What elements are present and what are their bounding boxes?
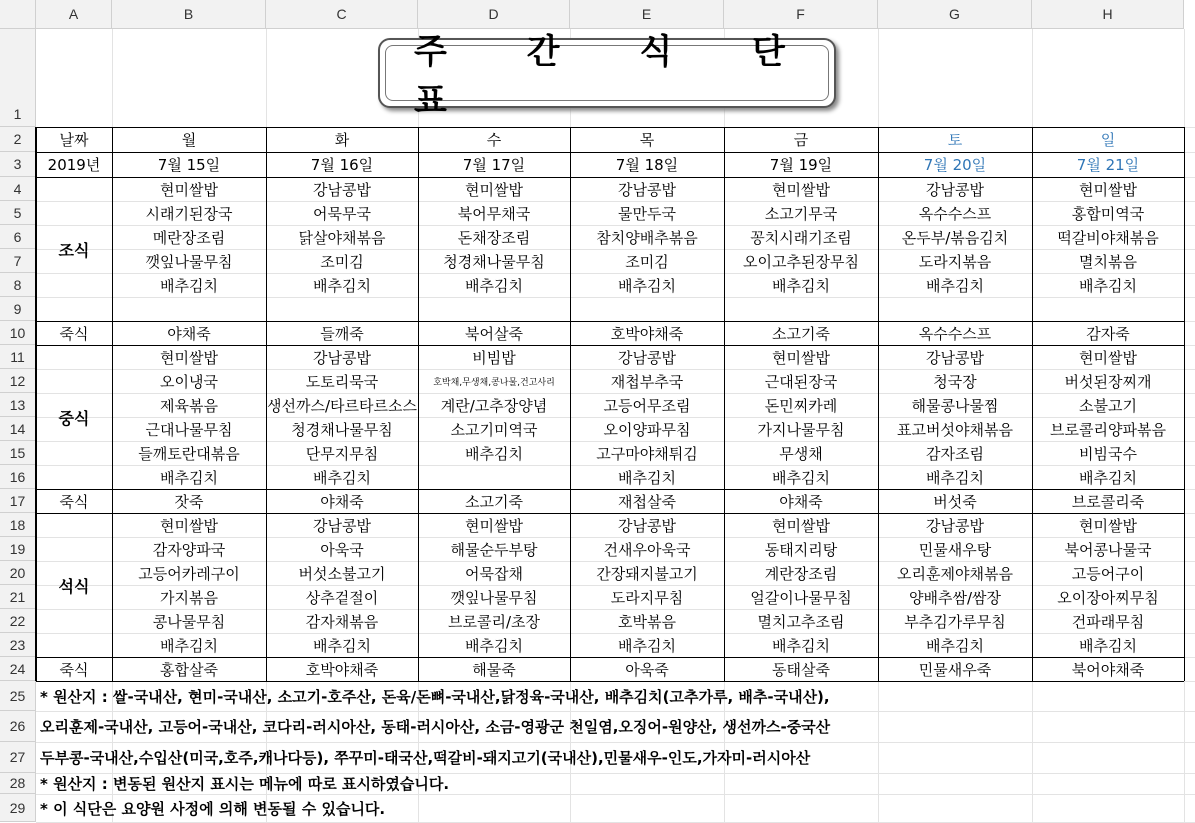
menu-cell[interactable]: 얼갈이나물무침 (750, 588, 852, 607)
menu-cell[interactable]: 감자양파국 (152, 540, 226, 559)
menu-cell[interactable]: 소고기미역국 (450, 420, 538, 439)
menu-cell[interactable]: 깻잎나물무침 (145, 252, 233, 271)
menu-cell[interactable]: 고등어카레구이 (138, 564, 240, 583)
table-border (1032, 127, 1033, 681)
menu-cell[interactable]: 현미쌀밥 (772, 180, 830, 199)
menu-cell[interactable]: 홍합미역국 (1071, 204, 1145, 223)
menu-cell[interactable]: 배추김치 (772, 468, 830, 487)
menu-cell[interactable]: 무생채 (779, 444, 823, 463)
porridge-cell[interactable]: 야채죽 (779, 492, 823, 511)
menu-cell[interactable]: 근대된장국 (764, 372, 838, 391)
table-border (1184, 127, 1185, 681)
column-header-a[interactable]: A (36, 0, 112, 29)
page-title: 주 간 식 단 표 (414, 32, 819, 121)
menu-cell[interactable]: 도라지볶음 (918, 252, 992, 271)
menu-cell[interactable]: 현미쌀밥 (1079, 348, 1137, 367)
porridge-cell[interactable]: 호박야채죽 (610, 324, 684, 343)
menu-cell[interactable]: 돈민찌카레 (764, 396, 838, 415)
table-border (36, 513, 1184, 514)
menu-cell[interactable]: 배추김치 (313, 636, 371, 655)
column-header-h[interactable]: H (1032, 0, 1184, 29)
row-header-8[interactable]: 8 (0, 273, 36, 297)
column-header-c[interactable]: C (266, 0, 418, 29)
origin-note-0: * 원산지 : 쌀-국내산, 현미-국내산, 소고기-호주산, 돈육/돈뼈-국내산,닭정육-국내산, 배추김치(고추가루, 배추-국내산), (40, 687, 830, 706)
row-header-23[interactable]: 23 (0, 633, 36, 657)
menu-cell[interactable]: 간장돼지불고기 (596, 564, 698, 583)
menu-cell[interactable]: 강남콩밥 (618, 516, 676, 535)
menu-cell[interactable]: 온두부/볶음김치 (901, 228, 1009, 247)
meal-label-porridge-2[interactable]: 죽식 (59, 492, 89, 511)
row-header-7[interactable]: 7 (0, 249, 36, 273)
porridge-cell[interactable]: 동태살죽 (772, 660, 830, 679)
row-header-13[interactable]: 13 (0, 393, 36, 417)
porridge-cell[interactable]: 홍합살죽 (160, 660, 218, 679)
menu-cell[interactable]: 강남콩밥 (926, 516, 984, 535)
day-header-1[interactable]: 화 (334, 131, 350, 149)
table-border (36, 127, 37, 681)
menu-cell[interactable]: 북어무채국 (457, 204, 531, 223)
porridge-cell[interactable]: 브로콜리죽 (1071, 492, 1145, 511)
porridge-cell[interactable]: 들깨죽 (320, 324, 364, 343)
porridge-cell[interactable]: 북어살죽 (465, 324, 523, 343)
title-box (378, 32, 836, 121)
row-header-18[interactable]: 18 (0, 513, 36, 537)
menu-cell[interactable]: 비빔국수 (1079, 444, 1137, 463)
menu-cell[interactable]: 오이냉국 (160, 372, 218, 391)
menu-cell[interactable]: 청경채나물무침 (291, 420, 393, 439)
menu-cell[interactable]: 해물순두부탕 (450, 540, 538, 559)
menu-cell[interactable]: 현미쌀밥 (160, 180, 218, 199)
menu-cell[interactable]: 강남콩밥 (313, 180, 371, 199)
porridge-cell[interactable]: 소고기죽 (465, 492, 523, 511)
meal-label-porridge-1[interactable]: 죽식 (59, 324, 89, 343)
menu-cell[interactable]: 배추김치 (1079, 468, 1137, 487)
menu-cell[interactable]: 소불고기 (1079, 396, 1137, 415)
date-label-cell[interactable]: 날짜 (59, 131, 89, 149)
menu-cell[interactable]: 배추김치 (160, 276, 218, 295)
table-border (35, 127, 36, 681)
menu-cell[interactable]: 계란/고추장양념 (440, 396, 548, 415)
menu-cell[interactable]: 생선까스/타르타르소스 (267, 396, 417, 415)
menu-cell[interactable]: 상추겉절이 (305, 588, 379, 607)
menu-cell[interactable]: 어묵무국 (313, 204, 371, 223)
row-header-21[interactable]: 21 (0, 585, 36, 609)
row-header-6[interactable]: 6 (0, 225, 36, 249)
menu-cell[interactable]: 제육볶음 (160, 396, 218, 415)
select-all-corner[interactable] (0, 0, 36, 29)
menu-cell[interactable]: 건파래무침 (1071, 612, 1145, 631)
row-header-29[interactable]: 29 (0, 794, 36, 822)
menu-cell[interactable]: 도라지무침 (610, 588, 684, 607)
menu-cell[interactable]: 강남콩밥 (313, 348, 371, 367)
day-header-3[interactable]: 목 (639, 131, 655, 149)
menu-cell[interactable]: 강남콩밥 (926, 348, 984, 367)
row-header-14[interactable]: 14 (0, 417, 36, 441)
porridge-cell[interactable]: 옥수수스프 (918, 324, 992, 343)
grid-line (36, 297, 1195, 298)
menu-cell[interactable]: 표고버섯야채볶음 (897, 420, 1013, 439)
date-cell-0[interactable]: 7월 15일 (157, 156, 221, 174)
menu-cell[interactable]: 시래기된장국 (145, 204, 233, 223)
menu-cell[interactable]: 배추김치 (160, 468, 218, 487)
menu-cell[interactable]: 배추김치 (772, 276, 830, 295)
menu-cell[interactable]: 현미쌀밥 (465, 516, 523, 535)
row-header-28[interactable]: 28 (0, 773, 36, 794)
menu-cell[interactable]: 옥수수스프 (918, 204, 992, 223)
menu-cell[interactable]: 물만두국 (618, 204, 676, 223)
table-border (570, 127, 571, 681)
menu-cell[interactable]: 배추김치 (1079, 636, 1137, 655)
origin-note-1: 오리훈제-국내산, 고등어-국내산, 코다리-러시아산, 동태-러시아산, 소금-영광군 천일염,오징어-원양산, 생선까스-중국산 (40, 718, 831, 736)
menu-cell[interactable]: 메란장조림 (152, 228, 226, 247)
menu-cell[interactable]: 참치양배추볶음 (596, 228, 698, 247)
menu-cell[interactable]: 현미쌀밥 (772, 348, 830, 367)
menu-cell[interactable]: 조미김 (625, 252, 669, 271)
menu-cell[interactable]: 배추김치 (465, 276, 523, 295)
meal-label-porridge-3[interactable]: 죽식 (59, 660, 89, 679)
menu-cell[interactable]: 현미쌀밥 (160, 516, 218, 535)
porridge-cell[interactable]: 버섯죽 (933, 492, 977, 511)
meal-label-dinner[interactable]: 석식 (58, 576, 90, 596)
porridge-cell[interactable]: 잣죽 (174, 492, 204, 511)
menu-cell[interactable]: 청경채나물무침 (443, 252, 545, 271)
table-border (266, 127, 267, 681)
menu-cell[interactable]: 배추김치 (465, 636, 523, 655)
menu-cell[interactable]: 도토리묵국 (305, 372, 379, 391)
row-header-19[interactable]: 19 (0, 537, 36, 561)
menu-cell[interactable]: 현미쌀밥 (1079, 180, 1137, 199)
menu-cell[interactable]: 배추김치 (313, 468, 371, 487)
row-header-17[interactable]: 17 (0, 489, 36, 513)
menu-cell[interactable]: 동태지리탕 (764, 540, 838, 559)
menu-cell[interactable]: 어묵잡채 (465, 564, 523, 583)
table-border (418, 127, 419, 681)
menu-cell[interactable]: 아욱국 (320, 540, 364, 559)
table-border (36, 321, 1184, 322)
column-header-d[interactable]: D (418, 0, 570, 29)
porridge-cell[interactable]: 야채죽 (167, 324, 211, 343)
table-border (878, 127, 879, 681)
menu-cell[interactable]: 재첩부추국 (610, 372, 684, 391)
column-header-e[interactable]: E (570, 0, 724, 29)
date-cell-5[interactable]: 7월 20일 (923, 156, 987, 174)
menu-cell[interactable]: 현미쌀밥 (772, 516, 830, 535)
row-header-20[interactable]: 20 (0, 561, 36, 585)
menu-cell[interactable]: 감자조림 (926, 444, 984, 463)
menu-cell[interactable]: 강남콩밥 (618, 348, 676, 367)
date-cell-4[interactable]: 7월 19일 (769, 156, 833, 174)
menu-cell[interactable]: 가지볶음 (160, 588, 218, 607)
row-header-16[interactable]: 16 (0, 465, 36, 489)
menu-cell[interactable]: 강남콩밥 (618, 180, 676, 199)
menu-cell[interactable]: 오이장아찌무침 (1057, 588, 1159, 607)
menu-cell[interactable]: 북어콩나물국 (1064, 540, 1152, 559)
row-header-15[interactable]: 15 (0, 441, 36, 465)
menu-cell[interactable]: 닭살야채볶음 (298, 228, 386, 247)
menu-cell[interactable]: 계란장조림 (764, 564, 838, 583)
menu-cell[interactable]: 배추김치 (926, 468, 984, 487)
menu-cell[interactable]: 배추김치 (313, 276, 371, 295)
row-header-24[interactable]: 24 (0, 657, 36, 681)
table-border (36, 657, 1184, 658)
porridge-cell[interactable]: 해물죽 (472, 660, 516, 679)
menu-cell[interactable]: 배추김치 (926, 636, 984, 655)
row-header-2[interactable]: 2 (0, 127, 36, 152)
menu-cell[interactable] (418, 465, 570, 489)
porridge-cell[interactable]: 북어야채죽 (1071, 660, 1145, 679)
menu-cell[interactable]: 배추김치 (618, 468, 676, 487)
column-header-f[interactable]: F (724, 0, 878, 29)
row-header-9[interactable]: 9 (0, 297, 36, 321)
menu-cell[interactable]: 청국장 (933, 372, 977, 391)
menu-cell[interactable]: 들깨토란대볶음 (138, 444, 240, 463)
menu-cell[interactable]: 꽁치시래기조림 (750, 228, 852, 247)
menu-cell[interactable]: 멸치볶음 (1079, 252, 1137, 271)
porridge-cell[interactable]: 민물새우죽 (918, 660, 992, 679)
day-header-4[interactable]: 금 (793, 131, 809, 149)
menu-cell[interactable]: 강남콩밥 (926, 180, 984, 199)
meal-label-breakfast[interactable]: 조식 (58, 240, 90, 260)
meal-label-lunch[interactable]: 중식 (58, 408, 90, 428)
menu-cell[interactable]: 고등어구이 (1071, 564, 1145, 583)
row-header-11[interactable]: 11 (0, 345, 36, 369)
menu-cell[interactable]: 단무지무침 (305, 444, 379, 463)
day-header-6[interactable]: 일 (1100, 131, 1116, 149)
menu-cell[interactable]: 감자채볶음 (305, 612, 379, 631)
porridge-cell[interactable]: 재첩살죽 (618, 492, 676, 511)
menu-cell[interactable]: 버섯된장찌개 (1064, 372, 1152, 391)
table-border (724, 127, 725, 681)
row-header-25[interactable]: 25 (0, 681, 36, 711)
menu-cell[interactable]: 배추김치 (465, 444, 523, 463)
menu-cell[interactable]: 배추김치 (1079, 276, 1137, 295)
menu-cell[interactable]: 소고기무국 (764, 204, 838, 223)
menu-cell[interactable]: 콩나물무침 (152, 612, 226, 631)
menu-cell[interactable]: 현미쌀밥 (1079, 516, 1137, 535)
menu-cell[interactable]: 배추김치 (160, 636, 218, 655)
day-header-2[interactable]: 수 (486, 131, 502, 149)
menu-cell[interactable]: 비빔밥 (472, 348, 516, 367)
menu-cell[interactable]: 브로콜리/초장 (448, 612, 540, 631)
row-header-4[interactable]: 4 (0, 177, 36, 201)
porridge-cell[interactable]: 소고기죽 (772, 324, 830, 343)
column-header-g[interactable]: G (878, 0, 1032, 29)
menu-cell[interactable]: 멸치고추조림 (757, 612, 845, 631)
row-header-26[interactable]: 26 (0, 711, 36, 742)
origin-note-2: 두부콩-국내산,수입산(미국,호주,캐나다등), 쭈꾸미-태국산,떡갈비-돼지고기(국내산),민물새우-인도,가자미-러시아산 (40, 749, 811, 767)
row-header-12[interactable]: 12 (0, 369, 36, 393)
menu-cell[interactable]: 부추김가루무침 (904, 612, 1006, 631)
menu-cell[interactable]: 배추김치 (618, 636, 676, 655)
menu-cell[interactable]: 고등어무조림 (603, 396, 691, 415)
row-header-3[interactable]: 3 (0, 152, 36, 177)
menu-cell[interactable]: 고구마야채튀김 (596, 444, 698, 463)
day-header-0[interactable]: 월 (181, 131, 197, 149)
date-cell-3[interactable]: 7월 18일 (615, 156, 679, 174)
table-border (36, 177, 1184, 178)
table-border (36, 345, 1184, 346)
menu-cell[interactable]: 강남콩밥 (313, 516, 371, 535)
menu-cell[interactable]: 양배추쌈/쌈장 (909, 588, 1001, 607)
table-border (36, 152, 1184, 153)
menu-cell[interactable]: 오리훈제야채볶음 (897, 564, 1013, 583)
menu-cell[interactable]: 오이양파무침 (603, 420, 691, 439)
year-cell[interactable]: 2019년 (47, 156, 101, 174)
date-cell-2[interactable]: 7월 17일 (462, 156, 526, 174)
date-cell-6[interactable]: 7월 21일 (1076, 156, 1140, 174)
menu-cell[interactable]: 건새우아욱국 (603, 540, 691, 559)
table-border (36, 127, 1184, 128)
menu-cell[interactable]: 깻잎나물무침 (450, 588, 538, 607)
menu-cell[interactable]: 배추김치 (618, 276, 676, 295)
day-header-5[interactable]: 토 (947, 131, 963, 149)
table-border (112, 127, 113, 681)
menu-cell[interactable]: 브로콜리양파볶음 (1050, 420, 1166, 439)
porridge-cell[interactable]: 야채죽 (320, 492, 364, 511)
menu-cell[interactable]: 버섯소불고기 (298, 564, 386, 583)
menu-cell[interactable]: 호박볶음 (618, 612, 676, 631)
porridge-cell[interactable]: 호박야채죽 (305, 660, 379, 679)
porridge-cell[interactable]: 아욱죽 (625, 660, 669, 679)
menu-cell[interactable]: 돈채장조림 (457, 228, 531, 247)
menu-cell[interactable]: 가지나물무침 (757, 420, 845, 439)
menu-cell[interactable]: 떡갈비야채볶음 (1057, 228, 1159, 247)
row-header-27[interactable]: 27 (0, 742, 36, 773)
row-header-1[interactable]: 1 (0, 29, 36, 127)
menu-cell[interactable]: 조미김 (320, 252, 364, 271)
menu-cell[interactable]: 오이고추된장무침 (743, 252, 859, 271)
menu-cell[interactable]: 해물콩나물찜 (911, 396, 999, 415)
table-border (36, 489, 1184, 490)
row-header-10[interactable]: 10 (0, 321, 36, 345)
menu-cell[interactable]: 현미쌀밥 (465, 180, 523, 199)
menu-cell[interactable]: 호박채,무생채,콩나물,건고사리 (433, 377, 555, 388)
menu-cell[interactable]: 현미쌀밥 (160, 348, 218, 367)
origin-note-3: * 원산지 : 변동된 원산지 표시는 메뉴에 따로 표시하였습니다. (40, 775, 450, 793)
row-header-5[interactable]: 5 (0, 201, 36, 225)
menu-cell[interactable]: 배추김치 (926, 276, 984, 295)
menu-cell[interactable]: 배추김치 (772, 636, 830, 655)
column-header-b[interactable]: B (112, 0, 266, 29)
menu-cell[interactable]: 민물새우탕 (918, 540, 992, 559)
menu-cell[interactable]: 근대나물무침 (145, 420, 233, 439)
row-header-22[interactable]: 22 (0, 609, 36, 633)
origin-note-4: * 이 식단은 요양원 사정에 의해 변동될 수 있습니다. (40, 799, 386, 818)
date-cell-1[interactable]: 7월 16일 (310, 156, 374, 174)
porridge-cell[interactable]: 감자죽 (1086, 324, 1130, 343)
